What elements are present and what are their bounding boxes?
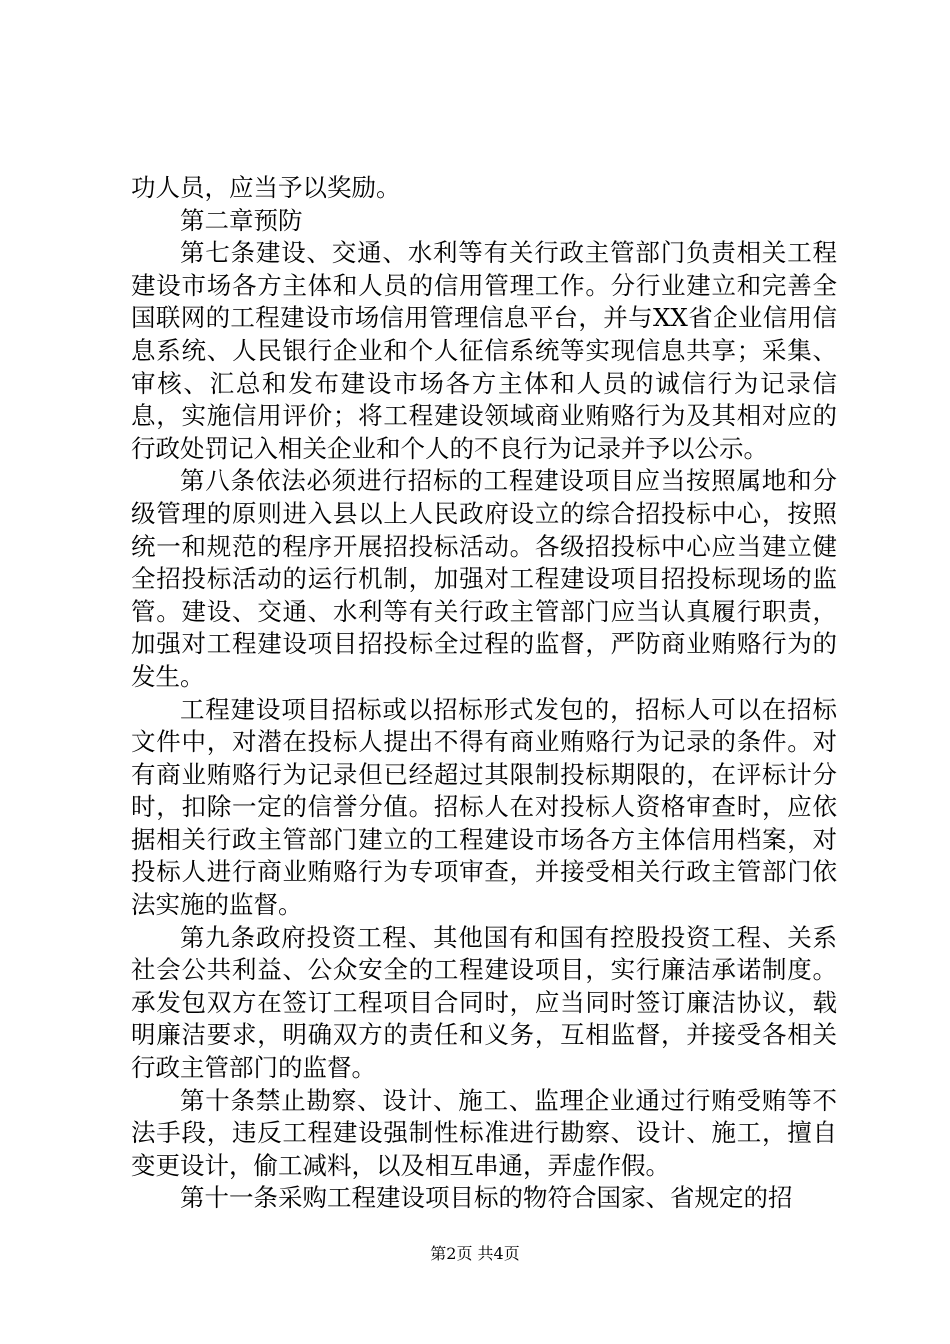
paragraph: 第八条依法必须进行招标的工程建设项目应当按照属地和分级管理的原则进入县以上人民政府设立的综合招投标中心，按照统一和规范的程序开展招投标活动。各级招投标中心应当建立健全招投标活动的运行机制，加强对工程建设项目招投标现场的监管。建设、交通、水利等有关行政主管部门应当认真履行职责，加强对工程建设项目招投标全过程的监督，严防商业贿赂行为的发生。 <box>131 466 837 691</box>
document-body <box>131 172 837 1215</box>
paragraph: 第七条建设、交通、水利等有关行政主管部门负责相关工程建设市场各方主体和人员的信用管理工作。分行业建立和完善全国联网的工程建设市场信用管理信息平台，并与XX省企业信用信息系统、人民银行企业和个人征信系统等实现信息共享；采集、审核、汇总和发布建设市场各方主体和人员的诚信行为记录信息，实施信用评价；将工程建设领域商业贿赂行为及其相对应的行政处罚记入相关企业和个人的不良行为记录并予以公示。 <box>131 238 837 463</box>
paragraph: 工程建设项目招标或以招标形式发包的，招标人可以在招标文件中，对潜在投标人提出不得有商业贿赂行为记录的条件。对有商业贿赂行为记录但已经超过其限制投标期限的，在评标计分时，扣除一定的信誉分值。招标人在对投标人资格审查时，应依据相关行政主管部门建立的工程建设市场各方主体信用档案，对投标人进行商业贿赂行为专项审查，并接受相关行政主管部门依法实施的监督。 <box>131 694 837 920</box>
paragraph: 第九条政府投资工程、其他国有和国有控股投资工程、关系社会公共利益、公众安全的工程建设项目，实行廉洁承诺制度。承发包双方在签订工程项目合同时，应当同时签订廉洁协议，载明廉洁要求，明确双方的责任和义务，互相监督，并接受各相关行政主管部门的监督。 <box>131 922 837 1083</box>
chapter-heading: 第二章预防 <box>180 205 303 235</box>
paragraph: 第十一条采购工程建设项目标的物符合国家、省规定的招 <box>180 1183 793 1213</box>
paragraph: 第十条禁止勘察、设计、施工、监理企业通过行贿受贿等不法手段，违反工程建设强制性标准进行勘察、设计、施工，擅自变更设计，偷工减料，以及相互串通，弄虚作假。 <box>131 1085 837 1180</box>
paragraph: 功人员，应当予以奖励。 <box>131 173 401 202</box>
page-footer: 第2页 共4页 <box>430 1244 520 1263</box>
